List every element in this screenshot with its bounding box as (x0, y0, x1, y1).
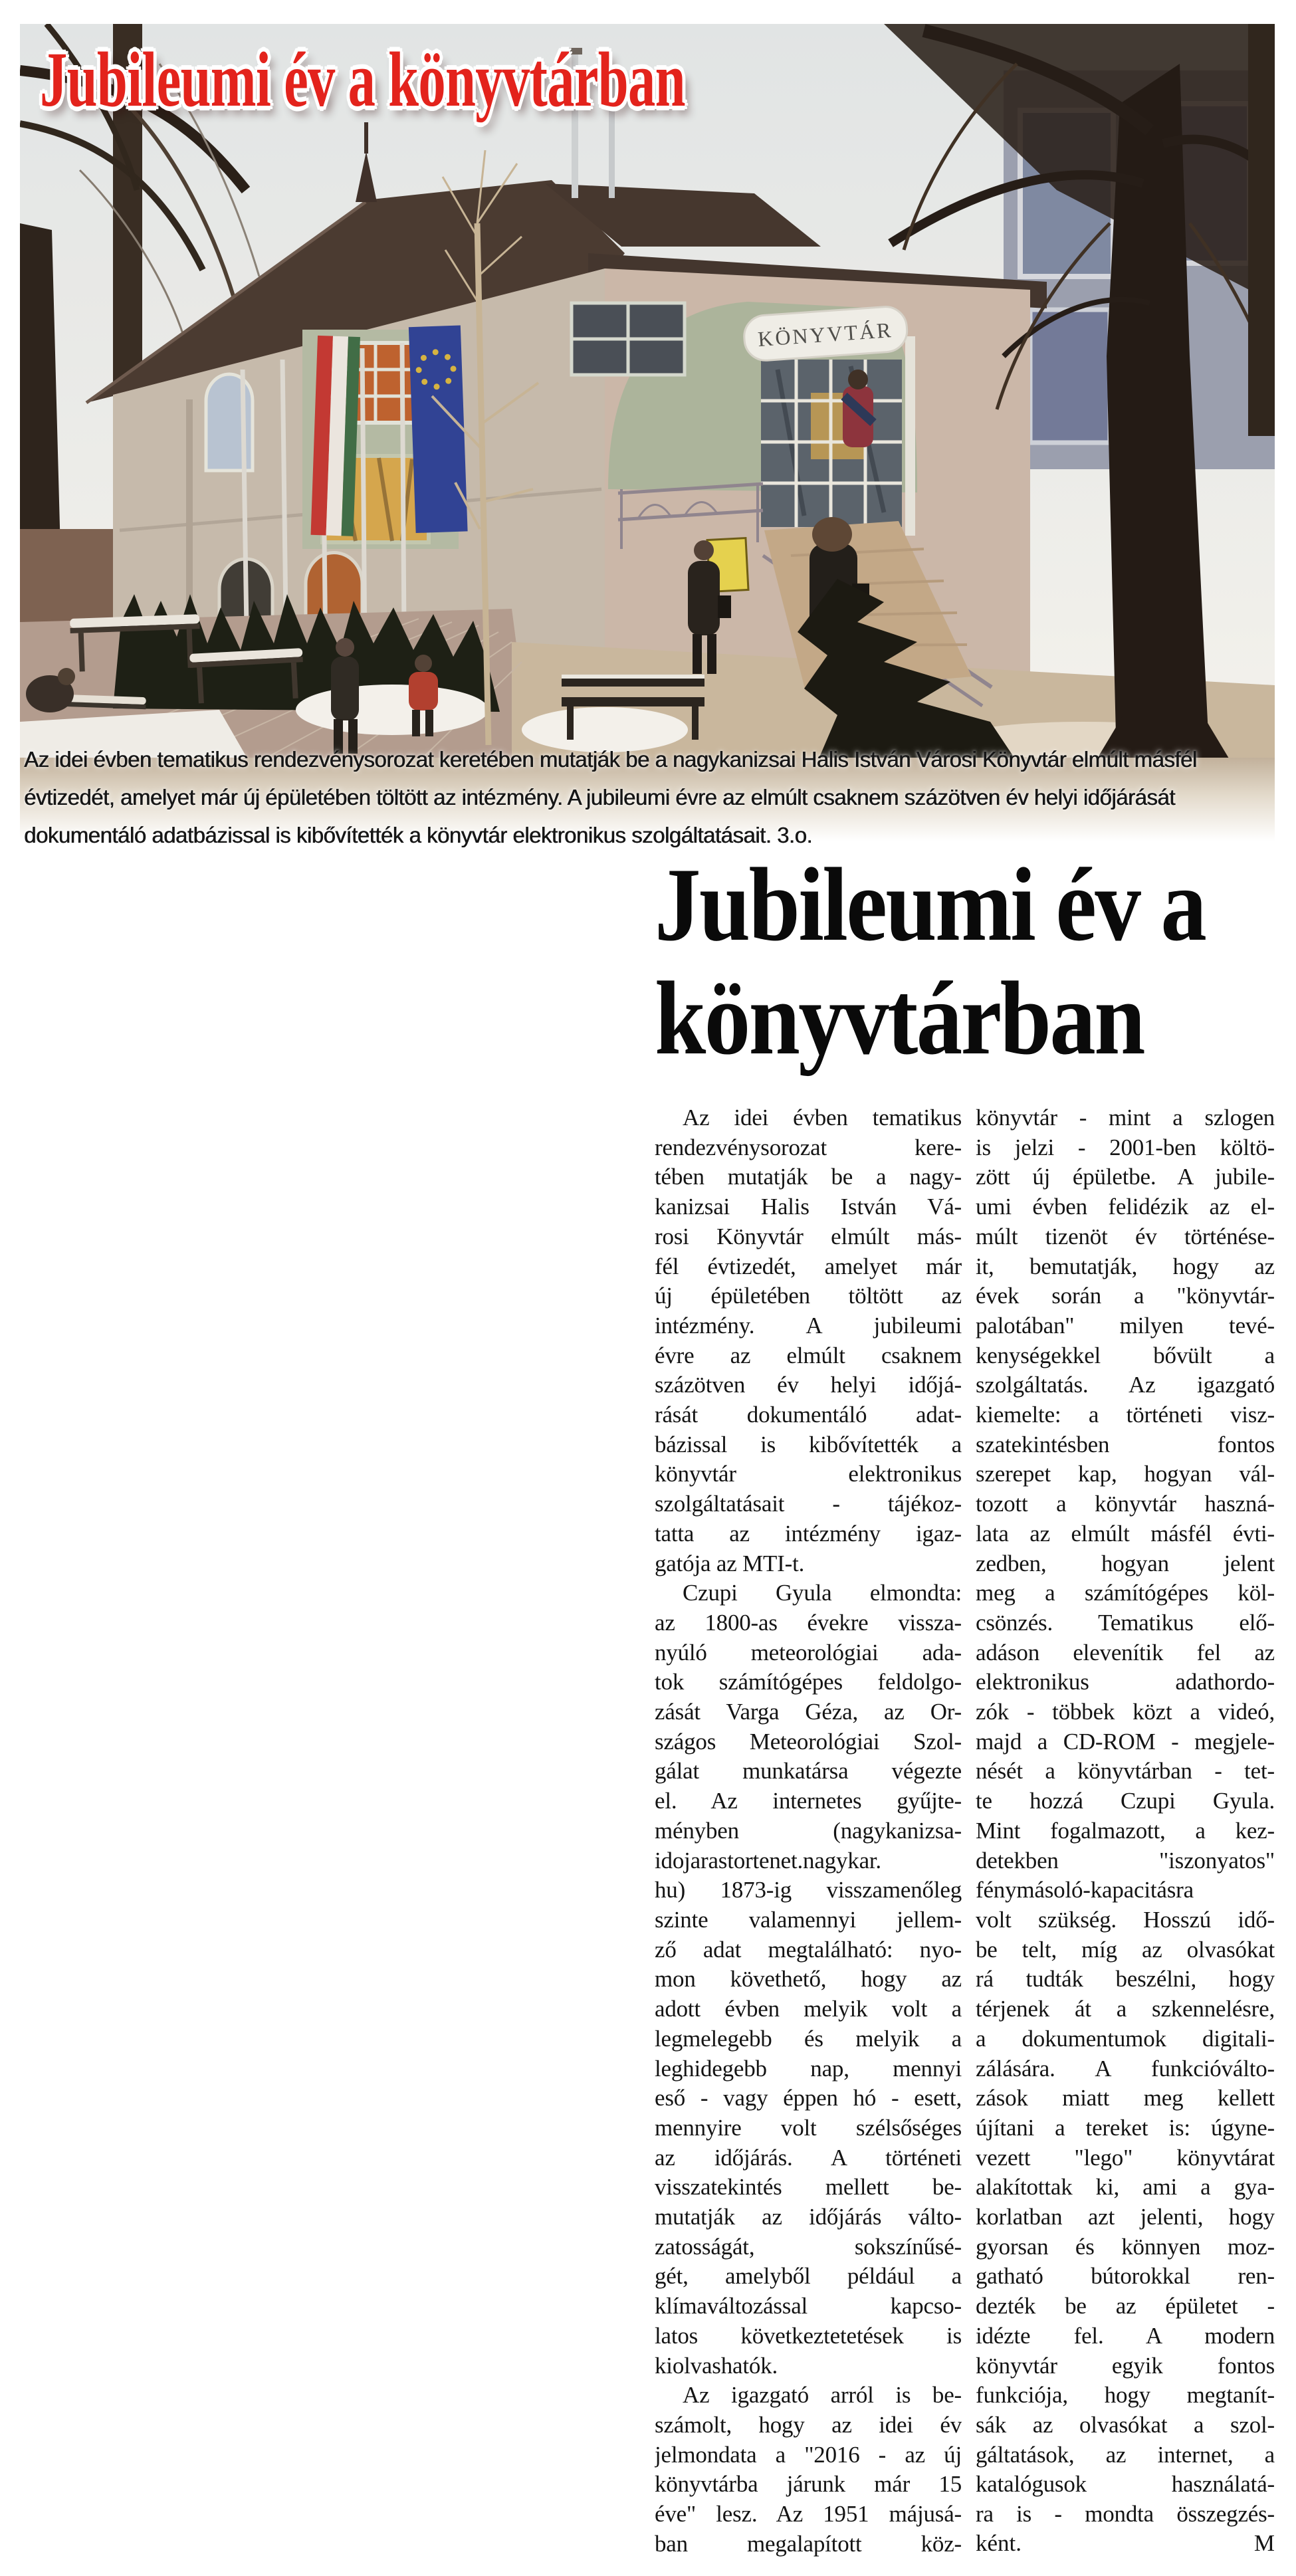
masthead-headline: Jubileumi év a könyvtárban (40, 36, 685, 123)
text-line: detekben "iszonyatos" (976, 1847, 1275, 1874)
text-line: is jelzi - 2001-ben költö- (976, 1134, 1275, 1160)
text-line: bázissal is kibővítették a (655, 1431, 962, 1457)
text-line: idézte fel. A modern (976, 2322, 1275, 2349)
text-line: katalógusok használatá- (976, 2471, 1275, 2498)
author-initial: M (1253, 2530, 1275, 2556)
text-line: rását dokumentáló adat- (655, 1402, 962, 1428)
text-line: intézmény. A jubileumi (655, 1312, 962, 1339)
text-line: mutatják az időjárás válto- (655, 2204, 962, 2230)
text-line: legmelegebb és melyik a (655, 2025, 962, 2052)
text-line: újítani a tereket is: úgyne- (976, 2114, 1275, 2141)
text-line: it, bemutatják, hogy az (976, 1253, 1275, 1279)
text-line: szinte valamennyi jellem- (655, 1906, 962, 1933)
text-line: tozott a könyvtár haszná- (976, 1491, 1275, 1517)
text-line: zások miatt meg kellett (976, 2085, 1275, 2111)
text-line: tatta az intézmény igaz- (655, 1520, 962, 1547)
text-line: idojarastortenet.nagykar. (655, 1847, 881, 1874)
text-line: lata az elmúlt másfél évti- (976, 1520, 1275, 1547)
text-line: évtizedét, amelyet már új épületében töltött az intézmény. A jubileumi évre az elmúlt csaknem százötven év helyi időjárását (24, 785, 1175, 809)
text-line: ményben (nagykanizsa- (655, 1817, 962, 1844)
text-line: rendezvénysorozat kere- (655, 1134, 962, 1160)
text-line: kanizsai Halis István Vá- (655, 1194, 962, 1220)
text-line: te hozzá Czupi Gyula. (976, 1788, 1275, 1814)
text-line: volt szükség. Hosszú idő- (976, 1906, 1275, 1933)
text-line: dezték be az épületet - (976, 2293, 1275, 2319)
text-line: gyorsan és könnyen moz- (976, 2233, 1275, 2260)
text-line: klímaváltozással kapcso- (655, 2293, 962, 2319)
text-line: funkciója, hogy megtanít- (976, 2382, 1275, 2409)
text-line: Czupi Gyula elmondta: (683, 1580, 962, 1606)
text-line: szatekintésben fontos (976, 1431, 1275, 1457)
article-title-line-2: könyvtárban (655, 960, 1144, 1077)
text-line: zálására. A funkcióválto- (976, 2055, 1275, 2082)
text-line: alakítottak ki, ami a gya- (976, 2174, 1275, 2200)
text-line: fél évtizedét, amelyet már (655, 1253, 962, 1279)
text-line: tében mutatják be a nagy- (655, 1164, 962, 1190)
text-line: az időjárás. A történeti (655, 2144, 962, 2171)
text-line: gatója az MTI-t. (655, 1550, 805, 1576)
text-line: szolgáltatásait - tájékoz- (655, 1491, 962, 1517)
text-line: ban megalapított köz- (655, 2530, 962, 2557)
text-line: eső - vagy éppen hó - esett, (655, 2085, 962, 2111)
text-line: Az idei évben tematikus (683, 1105, 962, 1130)
text-line: kiemelte: a történeti visz- (976, 1402, 1275, 1428)
text-line: múlt tizenöt év történése- (976, 1223, 1275, 1249)
text-line: évre az elmúlt csaknem (655, 1342, 962, 1368)
text-line: a dokumentumok digitali- (976, 2025, 1275, 2052)
article-column-right (976, 1103, 1275, 2529)
text-line: latos következtetetések is (655, 2322, 962, 2349)
text-line: be telt, míg az olvasókat (976, 1936, 1275, 1963)
text-line: Az igazgató arról is be- (683, 2382, 962, 2409)
text-line: szágos Meteorológiai Szol- (655, 1728, 962, 1755)
text-line: ra is - mondta összegzés- (976, 2501, 1275, 2527)
text-line: éve" lesz. Az 1951 májusá- (655, 2501, 962, 2527)
article-title (655, 848, 1280, 1075)
text-line: palotában" milyen tevé- (976, 1312, 1275, 1339)
text-line: könyvtárba járunk már 15 (655, 2471, 962, 2498)
library-photo (20, 24, 1275, 841)
text-line: kenységekkel bővült a (976, 1342, 1275, 1368)
text-line: könyvtár elektronikus (655, 1461, 962, 1487)
text-line: visszatekintés mellett be- (655, 2174, 962, 2200)
konyvtar-sign-text: KÖNYVTÁR (757, 317, 894, 352)
text-line: könyvtár - mint a szlogen (976, 1105, 1275, 1130)
text-line: rosi Könyvtár elmúlt más- (655, 1223, 962, 1249)
text-line: kiolvashatók. (655, 2352, 778, 2379)
text-line: számolt, hogy az idei év (655, 2411, 962, 2438)
text-line: majd a CD-ROM - megjele- (976, 1728, 1275, 1755)
photo-tone-overlay (20, 24, 1275, 762)
text-line: térjenek át a szkennelésre, (976, 1996, 1275, 2022)
text-line: adott évben melyik volt a (655, 1996, 962, 2022)
text-line: évek során a "könyvtár- (976, 1283, 1275, 1309)
text-line: nyúló meteorológiai ada- (655, 1639, 962, 1665)
article-column-left (655, 1103, 962, 2559)
text-line: umi évben felidézik az el- (976, 1194, 1275, 1220)
text-line: Az idei évben tematikus rendezvénysorozat keretében mutatják be a nagykanizsai Halis István Városi Könyvtár elmúlt másfél (24, 747, 1197, 772)
photo-caption (24, 740, 1275, 854)
text-line: szerepet kap, hogyan vál- (976, 1461, 1275, 1487)
text-line: zók - többek közt a videó, (976, 1699, 1275, 1725)
text-line: meg a számítógépes köl- (976, 1580, 1275, 1606)
text-line: dokumentáló adatbázissal is kibővítették a könyvtár elektronikus szolgáltatásait. 3.o. (24, 823, 812, 847)
text-line: zedben, hogyan jelent (976, 1550, 1275, 1576)
article-closing-line (976, 2529, 1275, 2559)
text-line: ző adat megtalálható: nyo- (655, 1936, 962, 1963)
text-line: rá tudták beszélni, hogy (976, 1966, 1275, 1992)
text-line: zatosságát, sokszínűsé- (655, 2233, 962, 2260)
text-line: új épületében töltött az (655, 1283, 962, 1309)
article-title-line-1: Jubileumi év a (655, 847, 1206, 963)
text-line: el. Az internetes gyűjte- (655, 1788, 962, 1814)
text-line: korlatban azt jelenti, hogy (976, 2204, 1275, 2230)
text-line: vezett "lego" könyvtárat (976, 2144, 1275, 2171)
text-line: mennyire volt szélsőséges (655, 2114, 962, 2141)
text-line: adáson elevenítik fel az (976, 1639, 1275, 1665)
text-line: fénymásoló-kapacitásra (976, 1877, 1194, 1903)
text-line: szolgáltatás. Az igazgató (976, 1372, 1275, 1398)
text-line: zött új épületbe. A jubile- (976, 1164, 1275, 1190)
text-line: leghidegebb nap, mennyi (655, 2055, 962, 2082)
text-line: zását Varga Géza, az Or- (655, 1699, 962, 1725)
text-line: gáltatások, az internet, a (976, 2441, 1275, 2468)
text-line: hu) 1873-ig visszamenőleg (655, 1877, 962, 1903)
text-line: nését a könyvtárban - tet- (976, 1758, 1275, 1784)
text-line: csönzés. Tematikus elő- (976, 1609, 1275, 1636)
text-line: gatható bútorokkal ren- (976, 2263, 1275, 2290)
text-line: könyvtár egyik fontos (976, 2352, 1275, 2379)
text-line: sák az olvasókat a szol- (976, 2411, 1275, 2438)
text-line: jelmondata a "2016 - az új (655, 2441, 962, 2468)
text-line: tok számítógépes feldolgo- (655, 1669, 962, 1695)
text-line: gét, amelyből például a (655, 2263, 962, 2290)
text-line: elektronikus adathordo- (976, 1669, 1275, 1695)
text-line: Mint fogalmazott, a kez- (976, 1817, 1275, 1844)
text-line: az 1800-as évekre vissza- (655, 1609, 962, 1636)
closing-word: ként. (976, 2530, 1022, 2556)
text-line: százötven év helyi időjá- (655, 1372, 962, 1398)
text-line: gálat munkatársa végezte (655, 1758, 962, 1784)
text-line: mon követhető, hogy az (655, 1966, 962, 1992)
